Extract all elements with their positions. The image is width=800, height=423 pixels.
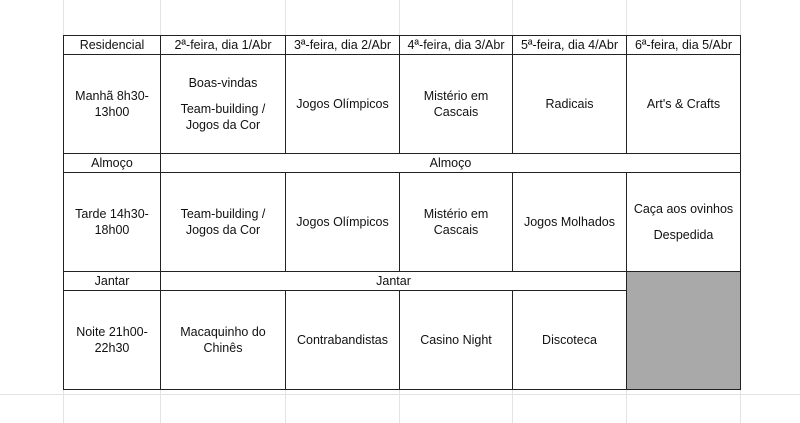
header-tuesday[interactable]: 3ª-feira, dia 2/Abr [286,36,400,55]
afternoon-label[interactable]: Tarde 14h30- 18h00 [64,173,161,272]
header-residencial[interactable]: Residencial [64,36,161,55]
morning-wednesday-cell[interactable]: Mistério em Cascais [400,55,513,154]
night-thursday-cell[interactable]: Discoteca [513,291,627,390]
night-label[interactable]: Noite 21h00- 22h30 [64,291,161,390]
dinner-row [64,272,741,291]
dinner-merged-cell[interactable]: Jantar [161,272,627,291]
afternoon-tuesday-cell[interactable]: Jogos Olímpicos [286,173,400,272]
morning-tuesday-cell[interactable]: Jogos Olímpicos [286,55,400,154]
header-friday[interactable]: 6ª-feira, dia 5/Abr [627,36,741,55]
morning-row [64,55,741,154]
schedule-table [63,35,741,390]
afternoon-thursday-cell[interactable]: Jogos Molhados [513,173,627,272]
farewell-text: Despedida [653,228,714,242]
afternoon-wednesday-cell[interactable]: Mistério em Cascais [400,173,513,272]
morning-friday-cell[interactable]: Art's & Crafts [627,55,741,154]
night-monday-cell[interactable]: Macaquinho do Chinês [161,291,286,390]
night-wednesday-cell[interactable]: Casino Night [400,291,513,390]
afternoon-row [64,173,741,272]
lunch-merged-cell[interactable]: Almoço [161,154,741,173]
egg-hunt-text: Caça aos ovinhos [633,202,734,216]
lunch-label[interactable]: Almoço [64,154,161,173]
welcome-text: Boas-vindas [188,76,258,90]
morning-thursday-cell[interactable]: Radicais [513,55,627,154]
night-tuesday-cell[interactable]: Contrabandistas [286,291,400,390]
gray-empty-cell[interactable] [627,272,741,390]
header-monday[interactable]: 2ª-feira, dia 1/Abr [161,36,286,55]
header-thursday[interactable]: 5ª-feira, dia 4/Abr [513,36,627,55]
header-wednesday[interactable]: 4ª-feira, dia 3/Abr [400,36,513,55]
afternoon-monday-cell[interactable]: Team-building / Jogos da Cor [161,173,286,272]
dinner-label[interactable]: Jantar [64,272,161,291]
afternoon-friday-cell[interactable] [627,173,741,272]
team-building-text: Team-building / Jogos da Cor [180,102,266,132]
header-row [64,36,741,55]
morning-monday-cell[interactable] [161,55,286,154]
morning-label[interactable]: Manhã 8h30- 13h00 [64,55,161,154]
lunch-row [64,154,741,173]
sheet-gridline [0,394,800,395]
